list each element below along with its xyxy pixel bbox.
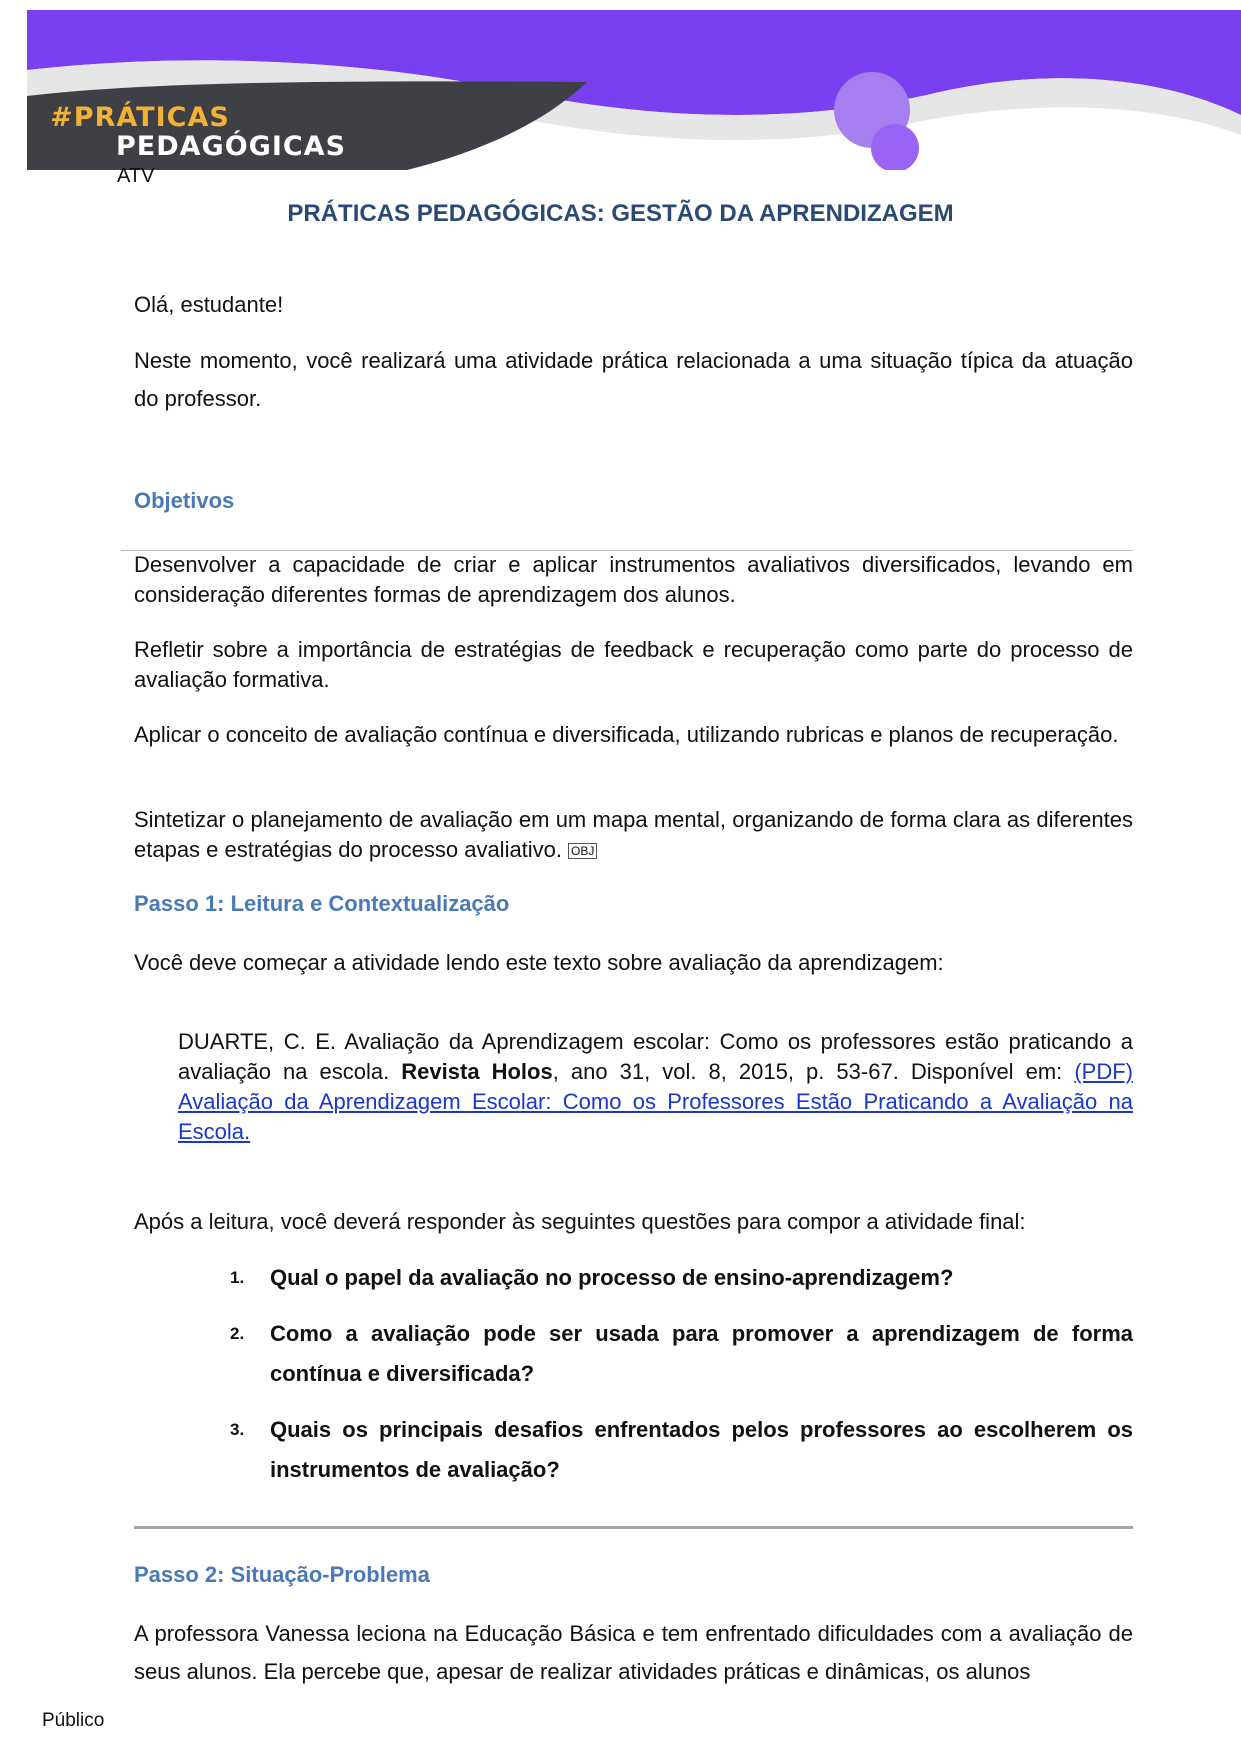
object-placeholder-icon: OBJ bbox=[568, 843, 597, 859]
step2-text-wrap bbox=[134, 1615, 1133, 1691]
objectives-heading-wrap bbox=[134, 488, 1133, 514]
step2-heading-wrap bbox=[134, 1562, 1133, 1588]
hash-icon: # bbox=[50, 102, 70, 133]
objective-item bbox=[134, 635, 1133, 695]
reference-journal: Revista Holos bbox=[401, 1059, 553, 1084]
objective-text: Refletir sobre a importância de estratégias de feedback e recuperação como parte do processo de avaliação formativa. bbox=[134, 637, 1133, 692]
step1-intro: Você deve começar a atividade lendo este texto sobre avaliação da aprendizagem: bbox=[134, 950, 944, 975]
list-number: 1. bbox=[230, 1268, 245, 1287]
list-number: 2. bbox=[230, 1324, 245, 1343]
list-item bbox=[230, 1314, 1133, 1394]
question-text: Qual o papel da avaliação no processo de ensino-aprendizagem? bbox=[270, 1265, 954, 1290]
question-text: Quais os principais desafios enfrentados pelos professores ao escolherem os instrumentos de avaliação? bbox=[270, 1417, 1133, 1482]
intro-paragraph-wrap bbox=[134, 342, 1133, 418]
logo-text-line1: PRÁTICAS bbox=[73, 102, 230, 133]
objective-item bbox=[134, 720, 1133, 750]
logo-text-line2: PEDAGÓGICAS bbox=[116, 131, 347, 162]
step1-intro-wrap bbox=[134, 948, 1133, 978]
objective-text: Desenvolver a capacidade de criar e aplicar instrumentos avaliativos diversificados, levando em consideração diferentes formas de aprendizagem dos alunos. bbox=[134, 552, 1133, 607]
reference-link[interactable]: (PDF) Avaliação da Aprendizagem Escolar: Como os Professores Estão Praticando a Avaliação na Escola. bbox=[178, 1059, 1133, 1144]
reference-text: DUARTE, C. E. Avaliação da Aprendizagem escolar: Como os professores estão praticando a avaliação na escola. bbox=[178, 1029, 1133, 1084]
list-item bbox=[230, 1258, 1133, 1298]
step2-heading: Passo 2: Situação-Problema bbox=[134, 1562, 430, 1587]
step1-heading-wrap bbox=[134, 891, 1133, 917]
step2-text: A professora Vanessa leciona na Educação Básica e tem enfrentado dificuldades com a avaliação de seus alunos. Ela percebe que, apesar de realizar atividades práticas e dinâmicas, os alunos bbox=[134, 1621, 1133, 1684]
footer-classification: Público bbox=[42, 1710, 105, 1731]
step1-heading: Passo 1: Leitura e Contextualização bbox=[134, 891, 510, 916]
section-divider bbox=[134, 1526, 1133, 1529]
step1-after: Após a leitura, você deverá responder às seguintes questões para compor a atividade final: bbox=[134, 1209, 1026, 1234]
reference-details: , ano 31, vol. 8, 2015, p. 53-67. Disponível em: bbox=[552, 1059, 1063, 1084]
questions-list bbox=[230, 1258, 1133, 1490]
list-number: 3. bbox=[230, 1420, 245, 1439]
intro-paragraph: Neste momento, você realizará uma atividade prática relacionada a uma situação típica da atuação do professor. bbox=[134, 348, 1133, 411]
objective-item bbox=[134, 550, 1133, 610]
page-title: PRÁTICAS PEDAGÓGICAS: GESTÃO DA APRENDIZAGEM bbox=[287, 200, 954, 227]
intro-section bbox=[134, 290, 1133, 320]
objective-text: Aplicar o conceito de avaliação contínua e diversificada, utilizando rubricas e planos de recuperação. bbox=[134, 722, 1119, 747]
objective-text: Sintetizar o planejamento de avaliação em um mapa mental, organizando de forma clara as diferentes etapas e estratégias do processo avaliativo. bbox=[134, 807, 1133, 862]
bibliographic-reference bbox=[178, 1027, 1133, 1147]
step1-after-wrap bbox=[134, 1207, 1133, 1237]
objective-item bbox=[134, 805, 1133, 865]
brand-logo bbox=[50, 104, 346, 160]
objectives-heading: Objetivos bbox=[134, 488, 235, 513]
list-item bbox=[230, 1410, 1133, 1490]
greeting: Olá, estudante! bbox=[134, 292, 284, 317]
question-text: Como a avaliação pode ser usada para promover a aprendizagem de forma contínua e diversificada? bbox=[270, 1321, 1133, 1386]
activity-label: ATV bbox=[117, 165, 155, 187]
